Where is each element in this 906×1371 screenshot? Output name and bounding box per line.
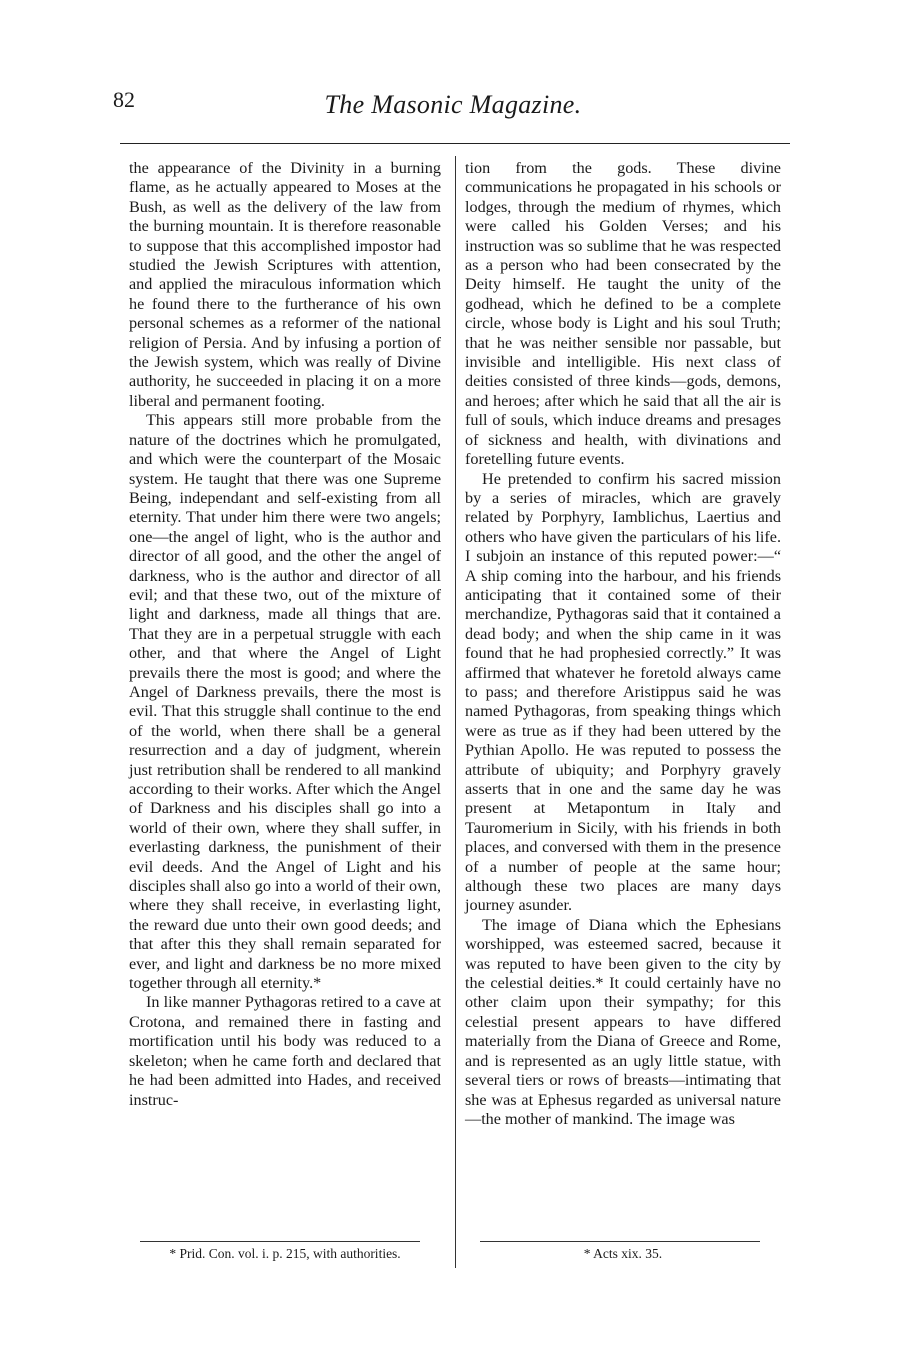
right-paragraph-3: The image of Diana which the Ephesians worshipped, was esteemed sacred, because it was reputed to have been given to the city by the celestial deities.* It could certainly have no other claim upon their sympathy; for this celestial present appears to have differed materially from the Diana of Greece and Rome, and is represented as an ugly little statue, with several tiers or rows of breasts—intimating that she was at Ephesus regarded as universal nature—the mother of mankind. The image was [465,915,781,1128]
right-paragraph-1: tion from the gods. These divine communications he propagated in his schools or lodges, through the medium of rhymes, which were called his Golden Verses; and his instruction was so sublime that he was respected as a person who had been consecrated by the Deity himself. He taught the unity of the godhead, which he defined to be a complete circle, whose body is Light and his soul Truth; that he was neither sensible nor passable, but invisible and intelligible. His next class of deities consisted of three kinds—gods, demons, and heroes; after which he said that all the air is full of souls, which induce dreams and presages of sickness and health, with divinations and foretelling future events. [465,159,781,469]
left-footnote-rule [140,1241,420,1242]
left-paragraph-2: This appears still more probable from the nature of the doctrines which he promulgated, and which were the counterpart of the Mosaic system. He taught that there was one Supreme Being, independant and self-existing from all eternity. That under him there were two angels; one—the angel of light, who is the author and director of all good, and the other the angel of darkness, who is the author and director of all evil; and that these two, out of the mixture of light and darkness, made all things that are. That they are in a perpetual struggle with each other, and that where the Angel of Light prevails there the most is good; and where the Angel of Darkness prevails, there the most is evil. That this struggle shall continue to the end of the world, when there shall be a general resurrection and a day of judgment, wherein just retribution shall be rendered to all mankind according to their works. After which the Angel of Darkness and his disciples shall go into a world of their own, where they shall suffer, in everlasting darkness, the punishment of their evil deeds. And the Angel of Light and his disciples shall also go into a world of their own, where they shall receive, in everlasting light, the reward due unto their own good deeds; and that after this they shall remain separated for ever, and light and darkness be no more mixed together through all eternity.* [129,411,441,993]
left-paragraph-1: the appearance of the Divinity in a burning flame, as he actually appeared to Moses at the Bush, as well as the delivery of the law from the burning mountain. It is therefore reasonable to suppose that this accomplished impostor had studied the Jewish Scriptures with attention, and applied the miraculous information which he found there to the furtherance of his own personal schemes as a reformer of the national religion of Persia. And by infusing a portion of the Jewish system, which was really of Divine authority, he succeeded in placing it on a more liberal and permanent footing. [129,159,441,410]
left-column [129,159,441,1110]
header-rule [120,143,790,144]
right-paragraph-2: He pretended to confirm his sacred mission by a series of miracles, which are gravely related by Porphyry, Iamblichus, Laertius and others who have given the particulars of his life. I subjoin an instance of this reputed power:—“ A ship coming into the harbour, and his friends anticipating that it contained some of their merchandize, Pythagoras said that it contained a dead body; and when the ship came in it was found that he had prophesied correctly.” It was affirmed that whatever he foretold always came to pass; and therefore Aristippus said he was named Pythagoras, from speaking things which were as true as if they had been uttered by the Pythian Apollo. He was reputed to possess the attribute of ubiquity; and Porphyry gravely asserts that in one and the same day he was present at Metapontum in Italy and Tauromerium in Sicily, with his friends in both places, and conversed with them in the presence of a number of people at the same hour; although these two places are many days journey asunder. [465,469,781,915]
left-paragraph-3: In like manner Pythagoras retired to a cave at Crotona, and remained there in fasting and mortification until his body was reduced to a skeleton; when he came forth and declared that he had been admitted into Hades, and received instruc- [129,993,441,1109]
page-number: 82 [113,87,135,112]
right-footnote: * Acts xix. 35. [583,1246,663,1261]
right-footnote-rule [480,1241,760,1242]
left-footnote: * Prid. Con. vol. i. p. 215, with authorities. [169,1246,401,1261]
right-column [465,159,781,1129]
column-divider [455,156,456,1268]
running-title: The Masonic Magazine. [324,90,582,119]
